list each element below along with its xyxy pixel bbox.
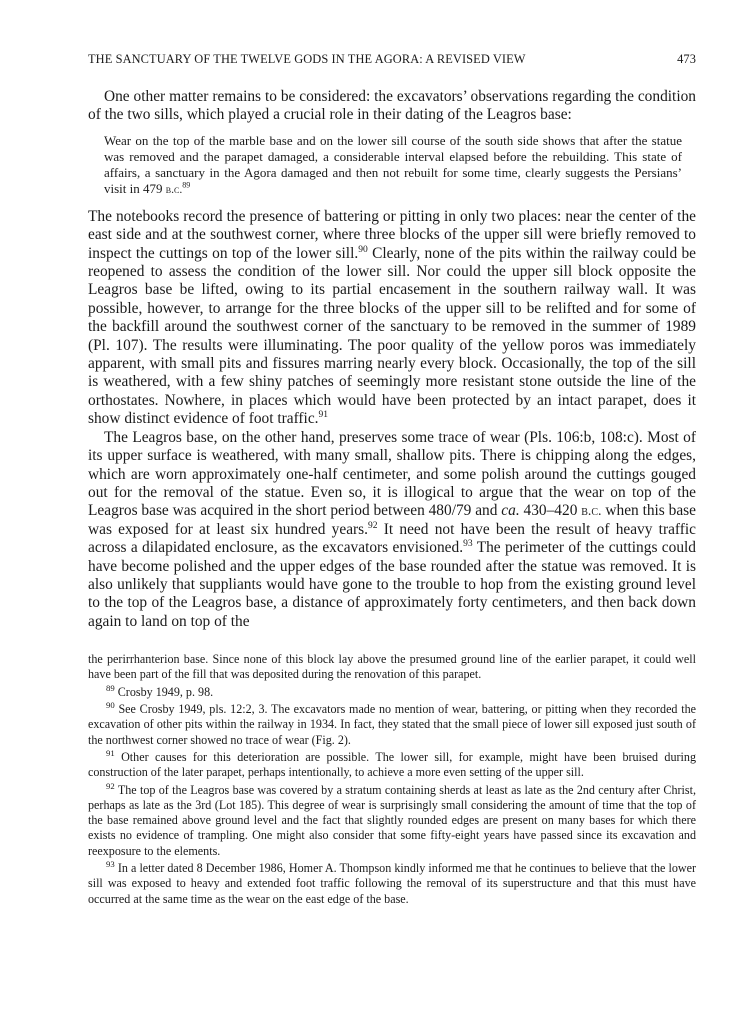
footnote-text: Other causes for this deterioration are possible. The lower sill, for example, might have been bruised during construction of the later parapet, perhaps intentionally, to achieve a more even setting of the upper sill. [88, 749, 696, 780]
running-title: THE SANCTUARY OF THE TWELVE GODS IN THE AGORA: A REVISED VIEW [88, 52, 526, 66]
paragraph-2-era: b.c. [581, 503, 602, 519]
page [88, 52, 696, 907]
footnote-93 [88, 858, 696, 907]
footnotes [88, 652, 696, 907]
footnote-number: 91 [106, 747, 115, 758]
footnote-text: The top of the Leagros base was covered by a stratum containing sherds at least as late as the 2nd century after Christ, perhaps as late as the 3rd (Lot 185). This degree of wear is surprisingly small considering the amount of time that the top of the base remained above ground level and the fact that slightly rounded edges are present on many bases for which there exists no evidence of trampling. One might also consider that some fifty-eight years have passed since its excavation and reexposure to the elements. [88, 782, 696, 858]
footnote-text: Crosby 1949, p. 98. [117, 684, 214, 699]
footnote-ref-91[interactable]: 91 [318, 409, 329, 421]
paragraph-1-text-a: The notebooks record the presence of battering or pitting in only two places: near the center of the east side and at the southwest corner, where three blocks of the upper sill were briefly removed to inspect the cuttings on top of the lower sill. [88, 207, 696, 262]
footnote-89 [88, 682, 696, 700]
footnote-ref-90[interactable]: 90 [358, 243, 368, 255]
paragraph-2-text-a: The Leagros base, on the other hand, preserves some trace of wear (Pls. 106:b, 108:c). Most of its upper surface is weathered, with many small, shallow pits. There is chipping along the edges, which are worn approximately one-half centimeter, and some polish around the cuttings gouged out for the removal of the statue. Even so, it is illogical to argue that the wear on top of the Leagros base was acquired in the short period between 480/79 and [88, 428, 696, 520]
running-header [88, 52, 696, 74]
intro-paragraph [88, 88, 696, 125]
block-quote [104, 133, 682, 198]
footnote-number: 90 [106, 700, 115, 711]
footnote-text: In a letter dated 8 December 1986, Homer A. Thompson kindly informed me that he continues to believe that the lower sill was exposed to heavy and extended foot traffic following the removal of its superstructure and that this must have occurred at the same time as the wear on the east edge of the base. [88, 861, 696, 906]
footnote-number: 93 [106, 858, 115, 869]
footnote-ref-93[interactable]: 93 [463, 538, 473, 549]
footnote-91 [88, 747, 696, 781]
quote-text: Wear on the top of the marble base and on the lower sill course of the south side shows that after the statue was removed and the parapet damaged, a considerable interval elapsed before the rebuilding. This state of affairs, a sanctuary in the Agora damaged and then not rebuilt for some time, clearly suggests the Persians’ visit in 479 [104, 132, 682, 196]
footnote-continuation: the perirrhanterion base. Since none of this block lay above the presumed ground line of the earlier parapet, it could well have been part of the fill that was deposited during the renovation of this parapet. [88, 652, 696, 682]
paragraph-2-text-b: 430–420 [519, 502, 578, 520]
paragraph-2 [88, 429, 696, 631]
paragraph-2-circa: ca. [501, 502, 520, 520]
footnote-92 [88, 780, 696, 859]
intro-text: One other matter remains to be considered: the excavators’ observations regarding the condition of the two sills, which played a crucial role in their dating of the Leagros base: [88, 88, 696, 124]
page-number: 473 [677, 52, 696, 66]
paragraph-1 [88, 208, 696, 429]
footnote-number: 92 [106, 780, 115, 791]
footnote-ref-92[interactable]: 92 [368, 519, 378, 531]
footnote-90 [88, 702, 696, 748]
footnote-number: 89 [106, 682, 115, 693]
footnote-text: See Crosby 1949, pls. 12:2, 3. The excavators made no mention of wear, battering, or pitting when they recorded the excavation of other pits within the railway in 1934. In fact, they stated that the small piece of lower sill exposed just south of the northwest corner showed no trace of wear (Fig. 2). [88, 702, 696, 747]
paragraph-2-text-c: when this base was exposed for at least six hundred years. [88, 502, 696, 538]
footnote-ref-89[interactable]: 89 [182, 180, 191, 190]
quote-era: b.c. [165, 182, 183, 196]
paragraph-2-text-d: It need not have been the result of heavy traffic across a dilapidated enclosure, as the excavators envisioned. [88, 520, 696, 557]
paragraph-1-text-b: Clearly, none of the pits within the railway could be reopened to assess the condition of the lower sill. Nor could the upper sill block opposite the Leagros base be lifted, owing to its partial encasement in the southern railway wall. It was possible, however, to arrange for the three blocks of the upper sill to be relifted and for some of the backfill around the southwest corner of the sanctuary to be removed in the summer of 1989 (Pl. 107). The results were illuminating. The poor quality of the yellow poros was immediately apparent, with small pits and fissures marring nearly every block. Occasionally, the top of the sill is weathered, with a few shiny patches of seemingly more resistant stone outside the line of the orthostates. Nowhere, in places which would have been protected by an intact parapet, does it show distinct evidence of foot traffic. [88, 244, 697, 428]
paragraph-2-text-e: The perimeter of the cuttings could have become polished and the upper edges of the base rounded after the statue was removed. It is also unlikely that suppliants would have gone to the trouble to hop from the existing ground level to the top of the Leagros base, a distance of approximately forty centimeters, and then back down again to land on top of the [88, 539, 697, 630]
